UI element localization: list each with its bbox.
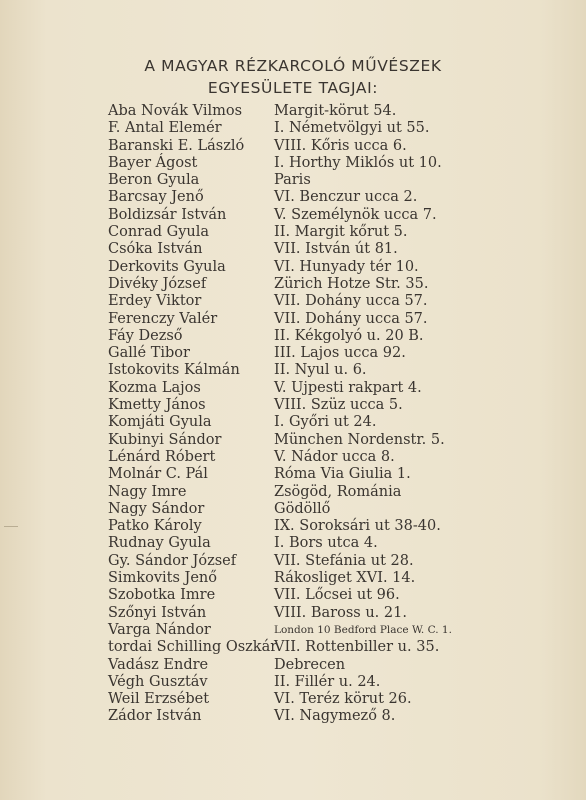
member-name: Simkovits Jenő <box>108 570 218 587</box>
member-list <box>108 103 568 726</box>
member-address: VII. Stefánia ut 28. <box>274 552 414 569</box>
member-name: Beron Gyula <box>108 172 200 189</box>
member-address: Rákosliget XVI. 14. <box>274 570 416 587</box>
member-row <box>108 311 568 328</box>
member-row <box>108 674 568 691</box>
member-name: Kubinyi Sándor <box>108 431 222 448</box>
member-address: II. Margit kőrut 5. <box>274 224 408 241</box>
member-name: Ferenczy Valér <box>108 310 218 327</box>
member-name: Nagy Imre <box>108 483 187 500</box>
member-address: III. Lajos ucca 92. <box>274 345 406 362</box>
member-row <box>108 553 568 570</box>
member-address: I. Győri ut 24. <box>274 414 377 431</box>
member-row <box>108 380 568 397</box>
member-name: Aba Novák Vilmos <box>108 103 243 119</box>
member-address: Zsögöd, Románia <box>274 483 402 500</box>
member-address: Róma Via Giulia 1. <box>274 466 411 483</box>
member-row <box>108 138 568 155</box>
member-address: IX. Soroksári ut 38-40. <box>274 518 441 535</box>
member-address: VI. Nagymező 8. <box>274 708 396 725</box>
member-name: Patko Károly <box>108 518 202 535</box>
member-row <box>108 397 568 414</box>
member-address: Paris <box>274 172 311 189</box>
member-row <box>108 708 568 725</box>
member-row <box>108 570 568 587</box>
member-address: VII. Rottenbiller u. 35. <box>274 639 440 656</box>
member-name: Fáy Dezső <box>108 327 183 344</box>
member-row <box>108 120 568 137</box>
member-row <box>108 172 568 189</box>
member-row <box>108 414 568 431</box>
member-row <box>108 293 568 310</box>
member-row <box>108 622 568 639</box>
member-address: VII. Lőcsei ut 96. <box>274 587 400 604</box>
member-address: VIII. Baross u. 21. <box>274 604 407 621</box>
member-address: II. Nyul u. 6. <box>274 362 367 379</box>
member-row <box>108 605 568 622</box>
member-row <box>108 189 568 206</box>
member-row <box>108 362 568 379</box>
member-name: Gy. Sándor József <box>108 552 237 569</box>
member-address: V. Ujpesti rakpart 4. <box>274 379 422 396</box>
member-address: London 10 Bedford Place W. C. 1. <box>274 623 452 636</box>
member-row <box>108 691 568 708</box>
member-name: Zádor István <box>108 708 202 725</box>
member-address: Margit-körut 54. <box>274 103 397 119</box>
member-address: V. Személynök ucca 7. <box>274 206 437 223</box>
member-name: F. Antal Elemér <box>108 120 222 137</box>
member-name: Komjáti Gyula <box>108 414 212 431</box>
member-address: VI. Teréz körut 26. <box>274 691 412 708</box>
member-row <box>108 449 568 466</box>
member-row <box>108 155 568 172</box>
member-address: Gödöllő <box>274 500 331 517</box>
member-name: tordai Schilling Oszkár <box>108 639 278 656</box>
member-row <box>108 432 568 449</box>
member-row <box>108 518 568 535</box>
member-name: Conrad Gyula <box>108 224 210 241</box>
member-name: Weil Erzsébet <box>108 691 210 708</box>
member-row <box>108 103 568 120</box>
member-row <box>108 657 568 674</box>
member-address: VII. István út 81. <box>274 241 398 258</box>
member-address: II. Fillér u. 24. <box>274 673 381 690</box>
member-row <box>108 259 568 276</box>
member-name: Divéky József <box>108 275 207 292</box>
member-name: Szőnyi István <box>108 604 207 621</box>
member-row <box>108 345 568 362</box>
member-address: VI. Hunyady tér 10. <box>274 258 419 275</box>
member-address: I. Bors utca 4. <box>274 535 378 552</box>
member-row <box>108 639 568 656</box>
member-name: Csóka István <box>108 241 203 258</box>
member-name: Varga Nándor <box>108 621 211 638</box>
member-name: Szobotka Imre <box>108 587 216 604</box>
member-row <box>108 484 568 501</box>
member-row <box>108 535 568 552</box>
member-name: Bayer Ágost <box>108 154 198 171</box>
member-address: München Nordenstr. 5. <box>274 431 445 448</box>
member-name: Boldizsár István <box>108 206 227 223</box>
member-name: Baranski E. László <box>108 137 245 154</box>
member-name: Lénárd Róbert <box>108 448 216 465</box>
member-name: Vadász Endre <box>108 656 209 673</box>
member-name: Kmetty János <box>108 397 206 414</box>
member-address: Debrecen <box>274 656 346 673</box>
member-row <box>108 328 568 345</box>
member-row <box>108 276 568 293</box>
member-name: Istokovits Kálmán <box>108 362 240 379</box>
member-address: V. Nádor ucca 8. <box>274 448 395 465</box>
member-name: Derkovits Gyula <box>108 258 226 275</box>
member-address: I. Németvölgyi ut 55. <box>274 120 430 137</box>
member-row <box>108 587 568 604</box>
member-name: Rudnay Gyula <box>108 535 211 552</box>
member-address: VII. Dohány ucca 57. <box>274 310 428 327</box>
margin-mark <box>4 526 18 527</box>
heading-line-1: A MAGYAR RÉZKARCOLÓ MŰVÉSZEK <box>144 57 442 75</box>
member-name: Kozma Lajos <box>108 379 201 396</box>
member-row <box>108 241 568 258</box>
member-name: Molnár C. Pál <box>108 466 208 483</box>
member-address: VII. Dohány ucca 57. <box>274 293 428 310</box>
member-address: I. Horthy Miklós ut 10. <box>274 154 442 171</box>
member-row <box>108 501 568 518</box>
member-address: Zürich Hotze Str. 35. <box>274 275 429 292</box>
member-address: VIII. Szüz ucca 5. <box>274 397 403 414</box>
member-name: Barcsay Jenő <box>108 189 204 206</box>
member-address: VI. Benczur ucca 2. <box>274 189 418 206</box>
member-address: II. Kékgolyó u. 20 B. <box>274 327 424 344</box>
member-name: Nagy Sándor <box>108 500 205 517</box>
member-address: VIII. Kőris ucca 6. <box>274 137 407 154</box>
member-row <box>108 224 568 241</box>
member-name: Gallé Tibor <box>108 345 190 362</box>
member-name: Végh Gusztáv <box>108 673 208 690</box>
member-name: Erdey Viktor <box>108 293 202 310</box>
heading-line-2: EGYESÜLETE TAGJAI: <box>207 79 379 97</box>
member-row <box>108 207 568 224</box>
member-row <box>108 466 568 483</box>
